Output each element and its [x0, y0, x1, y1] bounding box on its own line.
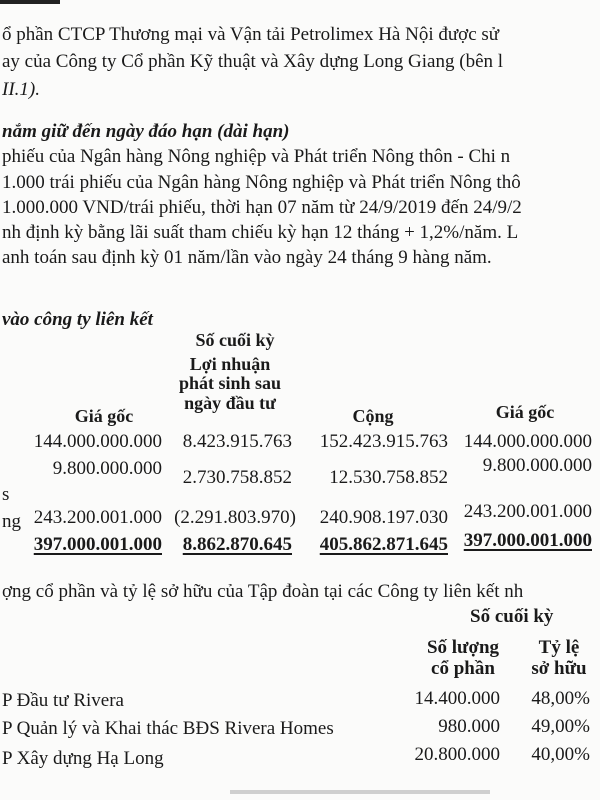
- shares-value: 14.400.000: [414, 688, 500, 709]
- company-name: P Quản lý và Khai thác BĐS Rivera Homes: [2, 718, 334, 739]
- cell-cost2: 243.200.001.000: [463, 501, 592, 522]
- cell-profit: 2.730.758.852: [182, 467, 292, 488]
- total-profit: 8.862.870.645: [182, 534, 292, 555]
- row-label: ng: [2, 511, 21, 532]
- cell-total: 240.908.197.030: [319, 507, 448, 528]
- cell-total: 152.423.915.763: [319, 431, 448, 452]
- period-header: Số cuối kỳ: [470, 606, 554, 627]
- body-text-line: ợng cổ phần và tỷ lệ sở hữu của Tập đoàn tại các Công ty liên kết nh: [2, 581, 524, 602]
- cell-total: 12.530.758.852: [329, 467, 448, 488]
- body-text-line: phiếu của Ngân hàng Nông nghiệp và Phát triển Nông thôn - Chi n: [2, 146, 511, 167]
- cell-cost: 144.000.000.000: [33, 431, 162, 452]
- ratio-value: 40,00%: [531, 744, 590, 765]
- ratio-value: 48,00%: [531, 688, 590, 709]
- scan-bottom-shadow: [230, 790, 490, 794]
- column-header-cost2: Giá gốc: [495, 402, 555, 422]
- total-total: 405.862.871.645: [319, 534, 448, 555]
- column-header-cost: Giá gốc: [74, 406, 134, 426]
- section-heading: vào công ty liên kết: [2, 309, 153, 330]
- total-cost2: 397.000.001.000: [463, 530, 592, 551]
- column-header-profit: Lợi nhuận phát sinh sau ngày đầu tư: [178, 354, 282, 413]
- cell-cost: 9.800.000.000: [52, 458, 162, 479]
- body-text-line: anh toán sau định kỳ 01 năm/lần vào ngày 24 tháng 9 hàng năm.: [2, 247, 492, 268]
- cell-cost2: 144.000.000.000: [463, 431, 592, 452]
- column-header-shares: Số lượng cổ phần: [426, 637, 500, 679]
- ratio-value: 49,00%: [531, 716, 590, 737]
- scan-edge-mark: [0, 0, 60, 4]
- cell-cost: 243.200.001.000: [33, 507, 162, 528]
- cell-profit: (2.291.803.970): [174, 507, 296, 528]
- body-text-line: II.1).: [2, 79, 40, 100]
- cell-profit: 8.423.915.763: [182, 431, 292, 452]
- body-text-line: 1.000 trái phiếu của Ngân hàng Nông nghiệp và Phát triển Nông thô: [2, 172, 521, 193]
- body-text-line: 1.000.000 VND/trái phiếu, thời hạn 07 năm từ 24/9/2019 đến 24/9/2: [2, 197, 522, 218]
- row-label: s: [2, 484, 10, 505]
- body-text-line: ổ phần CTCP Thương mại và Vận tải Petrolimex Hà Nội được sử: [2, 24, 500, 45]
- shares-value: 980.000: [438, 716, 500, 737]
- column-header-total: Cộng: [352, 406, 394, 426]
- cell-cost2: 9.800.000.000: [482, 455, 592, 476]
- body-text-line: nh định kỳ bằng lãi suất tham chiếu kỳ hạn 12 tháng + 1,2%/năm. L: [2, 222, 519, 243]
- period-header: Số cuối kỳ: [195, 330, 275, 350]
- column-header-ratio: Tỷ lệ sở hữu: [531, 637, 587, 679]
- total-cost: 397.000.001.000: [33, 534, 162, 555]
- company-name: P Đầu tư Rivera: [2, 690, 124, 711]
- shares-value: 20.800.000: [414, 744, 500, 765]
- company-name: P Xây dựng Hạ Long: [2, 748, 164, 769]
- section-heading: nắm giữ đến ngày đáo hạn (dài hạn): [2, 121, 290, 142]
- body-text-line: ay của Công ty Cổ phần Kỹ thuật và Xây dựng Long Giang (bên l: [2, 51, 504, 72]
